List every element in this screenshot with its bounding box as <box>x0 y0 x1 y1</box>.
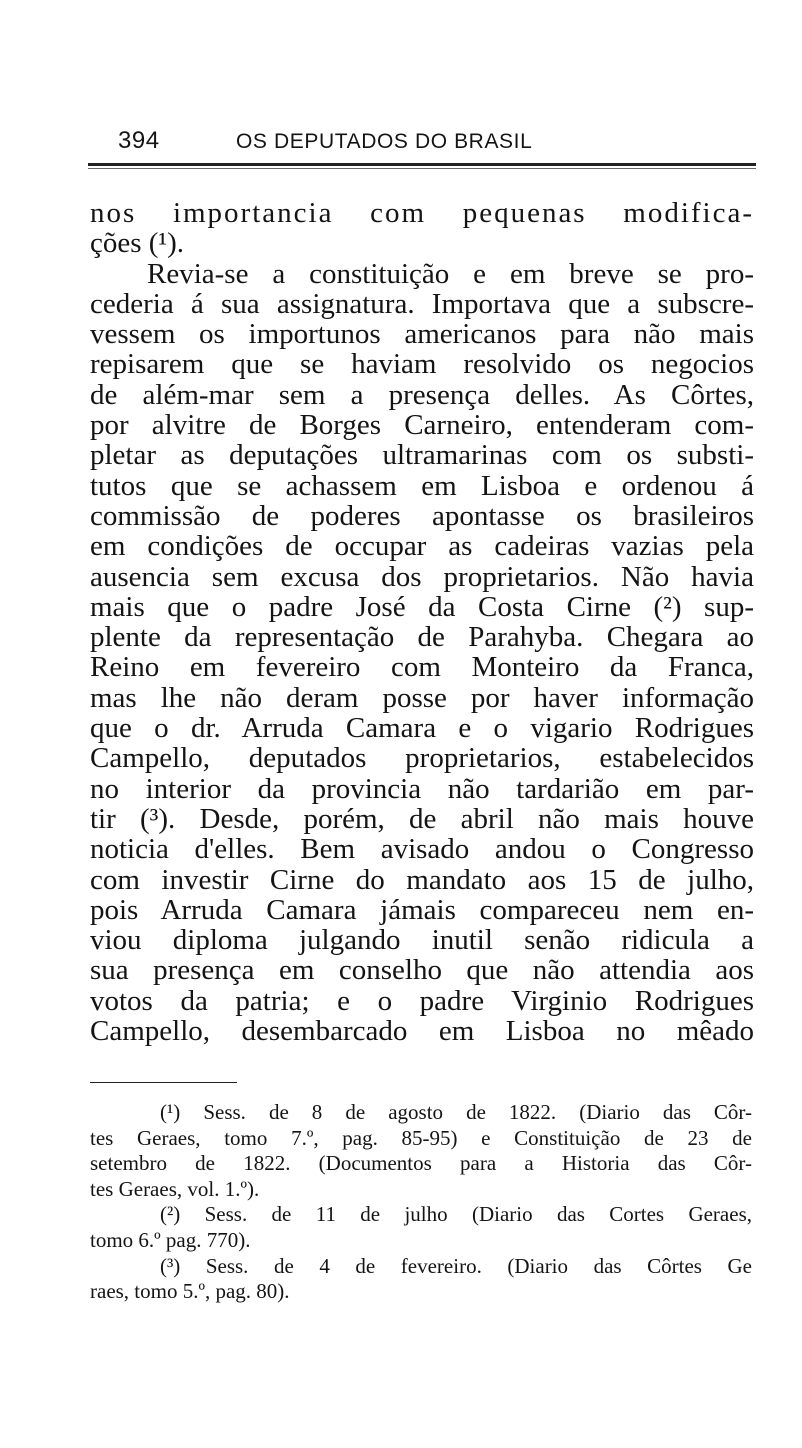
text-line: commissão de poderes apontasse os brasileiros <box>90 499 754 532</box>
text-line: pletar as deputações ultramarinas com os substi- <box>90 439 754 472</box>
text-line: ausencia sem excusa dos proprietarios. Não havia <box>90 560 754 593</box>
footnote-1-line: tes Geraes, tomo 7.º, pag. 85-95) e Constituição de 23 de <box>90 1125 752 1150</box>
footnote-3-line: raes, tomo 5.º, pag. 80). <box>90 1279 290 1304</box>
text-line: mas lhe não deram posse por haver informação <box>90 681 754 714</box>
text-line: noticia d'elles. Bem avisado andou o Congresso <box>90 833 754 866</box>
footnote-3-line: (³) Sess. de 4 de fevereiro. (Diario das Côrtes Ge <box>160 1253 752 1278</box>
header-rule-fine <box>88 168 756 169</box>
text-line: plente da representação de Parahyba. Chegara ao <box>90 621 754 654</box>
text-line: em condições de occupar as cadeiras vazias pela <box>90 530 754 563</box>
footnote-1-line: tes Geraes, vol. 1.º). <box>90 1176 260 1201</box>
footnotes <box>90 1100 752 1305</box>
text-line: sua presença em conselho que não attendia aos <box>90 954 754 987</box>
footnote-2-line: tomo 6.º pag. 770). <box>90 1227 251 1252</box>
text-line: viou diploma julgando inutil senão ridicula a <box>90 924 754 957</box>
text-line: ções (¹). <box>90 227 185 260</box>
text-line: pois Arruda Camara jámais compareceu nem en- <box>90 893 754 926</box>
text-line: que o dr. Arruda Camara e o vigario Rodrigues <box>90 712 754 745</box>
text-line: de além-mar sem a presença delles. As Côrtes, <box>90 378 754 411</box>
text-line: mais que o padre José da Costa Cirne (²) sup- <box>90 590 754 623</box>
footnote-1-line: (¹) Sess. de 8 de agosto de 1822. (Diario das Côr- <box>160 1100 752 1124</box>
text-line: por alvitre de Borges Carneiro, entenderam com- <box>90 409 754 442</box>
text-line: cederia á sua assignatura. Importava que a subscre- <box>90 287 754 320</box>
running-head: OS DEPUTADOS DO BRASIL <box>236 130 533 153</box>
text-line: tutos que se achassem em Lisboa e ordenou á <box>90 469 754 502</box>
text-line: vessem os importunos americanos para não mais <box>90 318 754 351</box>
paragraph-first-line: Revia-se a constituição e em breve se pro- <box>147 257 754 290</box>
text-line: tir (³). Desde, porém, de abril não mais houve <box>90 802 754 835</box>
text-line: nos importancia com pequenas modifica- <box>90 197 754 229</box>
body-text <box>90 198 754 1046</box>
text-line: repisarem que se haviam resolvido os negocios <box>90 348 754 381</box>
text-line: Campello, desembarcado em Lisboa no mêado <box>90 1015 754 1048</box>
page-number: 394 <box>118 127 160 154</box>
text-line: votos da patria; e o padre Virginio Rodrigues <box>90 984 754 1017</box>
header-rule <box>88 163 756 166</box>
footnote-1-line: setembro de 1822. (Documentos para a Historia das Côr- <box>90 1151 752 1176</box>
text-line: com investir Cirne do mandato aos 15 de julho, <box>90 863 754 896</box>
page-header <box>118 127 758 163</box>
footnote-2-line: (²) Sess. de 11 de julho (Diario das Cortes Geraes, <box>160 1202 752 1227</box>
footnote-rule <box>90 1082 237 1083</box>
text-line: no interior da provincia não tardarião em par- <box>90 772 754 805</box>
text-line: Reino em fevereiro com Monteiro da Franca, <box>90 651 754 684</box>
text-line: Campello, deputados proprietarios, estabelecidos <box>90 742 754 775</box>
